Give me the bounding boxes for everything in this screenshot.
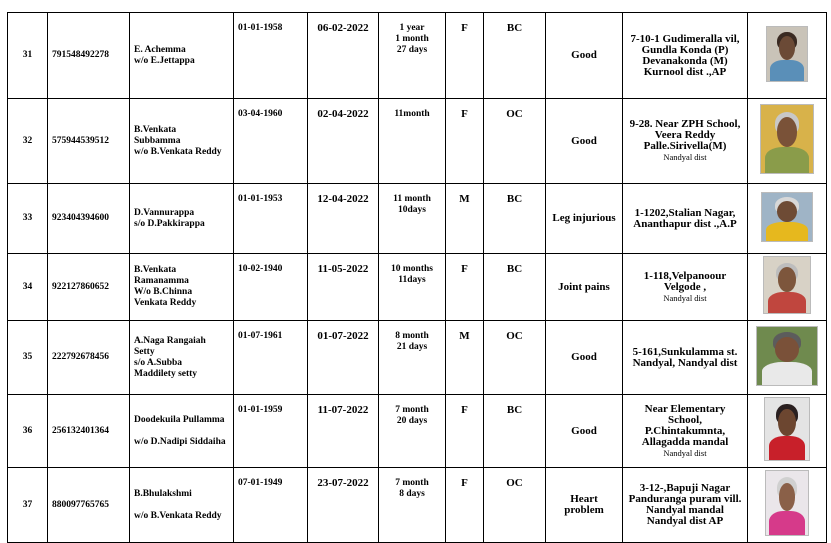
person-photo-cell — [748, 395, 827, 468]
name-line — [134, 426, 229, 437]
photo-clothing — [769, 436, 806, 461]
address-line: Allagadda mandal — [641, 435, 729, 448]
date-of-birth: 01-07-1961 — [234, 321, 308, 395]
duration-line: 11days — [398, 275, 426, 285]
person-name — [130, 468, 234, 543]
name-line: Subbamma — [134, 135, 181, 146]
stay-duration — [379, 13, 446, 99]
serial-number: 36 — [8, 395, 48, 468]
admission-date: 01-07-2022 — [308, 321, 379, 395]
duration-line: 7 month — [395, 405, 429, 415]
person-photo-cell — [748, 13, 827, 99]
serial-number: 37 — [8, 468, 48, 543]
serial-number: 34 — [8, 254, 48, 321]
address-line: Nandyal dist AP — [646, 515, 724, 527]
address-line: Veera Reddy — [654, 129, 716, 141]
name-line: s/o D.Pakkirappa — [134, 218, 205, 229]
duration-line: 7 month — [395, 478, 429, 488]
address-line: P.Chintakumnta, — [644, 424, 726, 437]
name-line: Venkata Reddy — [134, 298, 197, 308]
health-condition: Leg injurious — [546, 184, 623, 254]
admission-date: 02-04-2022 — [308, 99, 379, 184]
admission-date: 11-07-2022 — [308, 395, 379, 468]
address-line: Near Elementary School, — [644, 402, 726, 426]
name-line: Maddilety setty — [134, 368, 198, 379]
admission-date: 12-04-2022 — [308, 184, 379, 254]
person-name — [130, 395, 234, 468]
health-condition: Good — [546, 99, 623, 184]
address-line: Nandyal, Nandyal dist — [632, 356, 738, 369]
caste-category: OC — [484, 468, 546, 543]
address-district: Nandyal dist — [663, 152, 707, 162]
gender: F — [446, 13, 484, 99]
stay-duration — [379, 468, 446, 543]
gender: M — [446, 321, 484, 395]
address-line: Gundla Konda (P) — [641, 43, 729, 56]
name-line: B.Venkata — [134, 124, 177, 135]
photo-face — [778, 267, 796, 292]
gender: F — [446, 468, 484, 543]
table-body — [8, 13, 827, 543]
aadhaar-id: 791548492278 — [48, 13, 130, 99]
serial-number: 33 — [8, 184, 48, 254]
health-condition: Heart problem — [546, 468, 623, 543]
person-name — [130, 254, 234, 321]
photo-face — [778, 409, 796, 436]
date-of-birth: 01-01-1953 — [234, 184, 308, 254]
address-line: 1-118,Velpanoour — [643, 269, 727, 282]
aadhaar-id: 922127860652 — [48, 254, 130, 321]
person-photo-cell — [748, 321, 827, 395]
date-of-birth: 01-01-1958 — [234, 13, 308, 99]
address-line: Kurnool dist .,AP — [643, 65, 727, 78]
photo-clothing — [768, 292, 807, 314]
admission-date: 06-02-2022 — [308, 13, 379, 99]
address — [623, 321, 748, 395]
address — [623, 99, 748, 184]
person-photo-cell — [748, 184, 827, 254]
photo-clothing — [765, 147, 809, 174]
caste-category: OC — [484, 321, 546, 395]
person-photo-cell — [748, 254, 827, 321]
aadhaar-id: 222792678456 — [48, 321, 130, 395]
person-photo — [764, 397, 810, 461]
stay-duration — [379, 254, 446, 321]
duration-line: 20 days — [396, 416, 428, 426]
person-photo — [756, 326, 818, 386]
gender: F — [446, 254, 484, 321]
table-row — [8, 395, 827, 468]
address-line: 9-28. Near ZPH School, — [629, 118, 741, 130]
caste-category: BC — [484, 184, 546, 254]
person-photo-cell — [748, 468, 827, 543]
address-line: Nandyal mandal — [646, 504, 724, 516]
caste-category: BC — [484, 13, 546, 99]
health-condition: Good — [546, 395, 623, 468]
health-condition: Joint pains — [546, 254, 623, 321]
person-photo — [765, 470, 809, 536]
name-line: W/o B.Chinna — [134, 287, 193, 297]
admission-date: 23-07-2022 — [308, 468, 379, 543]
name-line: w/o B.Venkata Reddy — [134, 146, 222, 157]
duration-line: 27 days — [396, 45, 428, 55]
stay-duration — [379, 321, 446, 395]
duration-line: 11month — [394, 109, 430, 119]
address-line: Devanakonda (M) — [642, 54, 728, 67]
person-photo-cell — [748, 99, 827, 184]
address-district: Nandyal dist — [663, 292, 707, 303]
table-row — [8, 468, 827, 543]
health-condition: Good — [546, 321, 623, 395]
name-line: D.Vannurappa — [134, 207, 195, 218]
table-row — [8, 13, 827, 99]
stay-duration — [379, 395, 446, 468]
duration-line: 1 year — [399, 23, 425, 33]
serial-number: 32 — [8, 99, 48, 184]
address — [623, 184, 748, 254]
name-line: E. Achemma — [134, 44, 186, 55]
address-district: Nandyal dist — [663, 447, 707, 458]
table-row — [8, 184, 827, 254]
person-name — [130, 13, 234, 99]
aadhaar-id: 256132401364 — [48, 395, 130, 468]
photo-face — [779, 483, 796, 511]
address-line: Ananthapur dist .,A.P — [633, 217, 737, 230]
person-photo — [761, 192, 813, 242]
duration-line: 10days — [398, 205, 426, 215]
caste-category: BC — [484, 395, 546, 468]
records-table — [7, 12, 827, 543]
duration-line: 8 month — [395, 331, 429, 341]
photo-clothing — [762, 362, 812, 385]
table-row — [8, 254, 827, 321]
table-row — [8, 321, 827, 395]
serial-number: 35 — [8, 321, 48, 395]
stay-duration — [379, 99, 446, 184]
aadhaar-id: 923404394600 — [48, 184, 130, 254]
person-photo — [760, 104, 814, 174]
name-line: Ramanamma — [134, 276, 189, 286]
name-line: w/o B.Venkata Reddy — [134, 510, 222, 521]
stay-duration — [379, 184, 446, 254]
photo-clothing — [766, 222, 808, 241]
caste-category: BC — [484, 254, 546, 321]
aadhaar-id: 575944539512 — [48, 99, 130, 184]
address — [623, 395, 748, 468]
address — [623, 13, 748, 99]
date-of-birth: 07-01-1949 — [234, 468, 308, 543]
name-line: s/o A.Subba — [134, 357, 183, 368]
address-line: Palle.Sirivella(M) — [643, 140, 727, 152]
photo-clothing — [770, 60, 804, 82]
name-line: A.Naga Rangaiah — [134, 335, 206, 346]
name-line: B.Venkata — [134, 265, 177, 275]
duration-line: 1 month — [395, 34, 429, 44]
address-line: 3-12-,Bapuji Nagar — [639, 482, 731, 494]
duration-line: 8 days — [399, 489, 425, 499]
duration-line: 10 months — [391, 264, 433, 274]
name-line: B.Bhulakshmi — [134, 488, 192, 499]
address-line: 5-161,Sunkulamma st. — [632, 345, 738, 358]
name-line: Setty — [134, 346, 155, 357]
health-condition: Good — [546, 13, 623, 99]
person-name — [130, 321, 234, 395]
caste-category: OC — [484, 99, 546, 184]
photo-face — [779, 36, 795, 60]
address-line: 1-1202,Stalian Nagar, — [634, 206, 736, 219]
person-name — [130, 99, 234, 184]
admission-date: 11-05-2022 — [308, 254, 379, 321]
duration-line: 21 days — [396, 342, 428, 352]
person-photo — [763, 256, 811, 314]
date-of-birth: 03-04-1960 — [234, 99, 308, 184]
address-line: Panduranga puram vill. — [628, 493, 742, 505]
person-name — [130, 184, 234, 254]
address — [623, 254, 748, 321]
date-of-birth: 01-01-1959 — [234, 395, 308, 468]
duration-line: 11 month — [393, 194, 431, 204]
name-line — [134, 500, 229, 511]
person-photo — [766, 26, 808, 82]
gender: F — [446, 395, 484, 468]
table-row — [8, 99, 827, 184]
name-line: w/o D.Nadipi Siddaiha — [134, 436, 226, 447]
gender: F — [446, 99, 484, 184]
date-of-birth: 10-02-1940 — [234, 254, 308, 321]
address-line: Velgode , — [663, 280, 707, 293]
address-line: 7-10-1 Gudimeralla vil, — [630, 32, 740, 45]
name-line: w/o E.Jettappa — [134, 55, 195, 66]
address — [623, 468, 748, 543]
aadhaar-id: 880097765765 — [48, 468, 130, 543]
name-line: Doodekuila Pullamma — [134, 414, 225, 425]
serial-number: 31 — [8, 13, 48, 99]
gender: M — [446, 184, 484, 254]
photo-clothing — [769, 511, 804, 536]
